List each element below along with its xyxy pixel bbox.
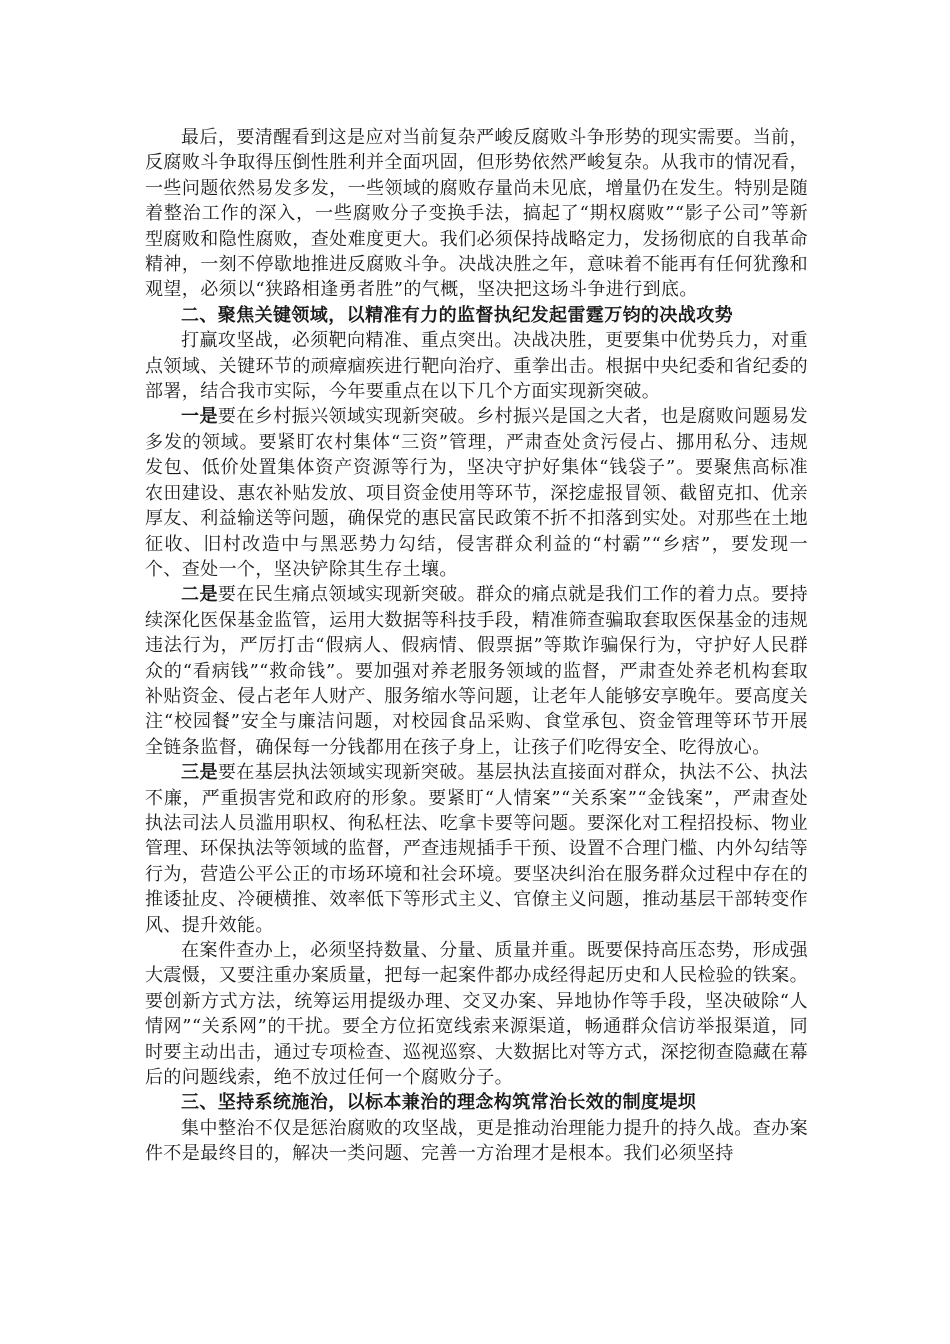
section-heading: 二、聚焦关键领域，以精准有力的监督执纪发起雷霆万钧的决战攻势 (181, 304, 733, 326)
lead-paragraph (145, 404, 808, 582)
lead-paragraph (145, 760, 808, 938)
lead-label: 一是 (181, 406, 218, 428)
lead-paragraph-text: 要在民生痛点领域实现新突破。群众的痛点就是我们工作的着力点。要持续深化医保基金监管，运用大数据等科技手段，精准筛查骗取套取医保基金的违规违法行为，严厉打击“假病人、假病情、假票据”等欺诈骗保行为，守护好人民群众的“看病钱”“救命钱”。要加强对养老服务领域的监督，严肃查处养老机构套取补贴资金、侵占老年人财产、服务缩水等问题，让老年人能够安享晚年。要高度关注“校园餐”安全与廉洁问题，对校园食品采购、食堂承包、资金管理等环节开展全链条监督，确保每一分钱都用在孩子身上，让孩子们吃得安全、吃得放心。 (145, 584, 808, 758)
lead-paragraph (145, 582, 808, 760)
body-paragraph: 打赢攻坚战，必须靶向精准、重点突出。决战决胜，更要集中优势兵力，对重点领域、关键环节的顽瘴痼疾进行靶向治疗、重拳出击。根据中央纪委和省纪委的部署，结合我市实际，今年要重点在以下几个方面实现新突破。 (145, 330, 808, 403)
section-heading: 三、坚持系统施治，以标本兼治的理念构筑常治长效的制度堤坝 (181, 1092, 697, 1114)
lead-paragraph-text: 要在乡村振兴领域实现新突破。乡村振兴是国之大者，也是腐败问题易发多发的领域。要紧盯农村集体“三资”管理，严肃查处贪污侵占、挪用私分、违规发包、低价处置集体资产资源等行为，坚决守护好集体“钱袋子”。要聚焦高标准农田建设、惠农补贴发放、项目资金使用等环节，深挖虚报冒领、截留克扣、优亲厚友、利益输送等问题，确保党的惠民富民政策不折不扣落到实处。对那些在土地征收、旧村改造中与黑恶势力勾结，侵害群众利益的“村霸”“乡痞”，要发现一个、查处一个，坚决铲除其生存土壤。 (145, 406, 808, 580)
document-page (145, 125, 808, 1167)
lead-label: 三是 (181, 762, 218, 784)
lead-paragraph-text: 要在基层执法领域实现新突破。基层执法直接面对群众，执法不公、执法不廉，严重损害党和政府的形象。要紧盯“人情案”“关系案”“金钱案”，严肃查处执法司法人员滥用职权、徇私枉法、吃拿卡要等问题。要深化对工程招投标、物业管理、环保执法等领域的监督，严查违规插手干预、设置不合理门槛、内外勾结等行为，营造公平公正的市场环境和社会环境。要坚决纠治在服务群众过程中存在的推诿扯皮、冷硬横推、效率低下等形式主义、官僚主义问题，推动基层干部转变作风、提升效能。 (145, 762, 808, 936)
lead-label: 二是 (181, 584, 218, 606)
body-paragraph: 在案件查办上，必须坚持数量、分量、质量并重。既要保持高压态势，形成强大震慑，又要注重办案质量，把每一起案件都办成经得起历史和人民检验的铁案。要创新方式方法，统筹运用提级办理、交叉办案、异地协作等手段，坚决破除“人情网”“关系网”的干扰。要全方位拓宽线索来源渠道，畅通群众信访举报渠道，同时要主动出击，通过专项检查、巡视巡察、大数据比对等方式，深挖彻查隐藏在幕后的问题线索，绝不放过任何一个腐败分子。 (145, 940, 808, 1089)
body-paragraph: 集中整治不仅是惩治腐败的攻坚战，更是推动治理能力提升的持久战。查办案件不是最终目的，解决一类问题、完善一方治理才是根本。我们必须坚持 (145, 1117, 808, 1165)
body-paragraph: 最后，要清醒看到这是应对当前复杂严峻反腐败斗争形势的现实需要。当前，反腐败斗争取得压倒性胜利并全面巩固，但形势依然严峻复杂。从我市的情况看，一些问题依然易发多发，一些领域的腐败存量尚未见底，增量仍在发生。特别是随着整治工作的深入，一些腐败分子变换手法，搞起了“期权腐败”“影子公司”等新型腐败和隐性腐败，查处难度更大。我们必须保持战略定力，发扬彻底的自我革命精神，一刻不停歇地推进反腐败斗争。决战决胜之年，意味着不能再有任何犹豫和观望，必须以“狭路相逢勇者胜”的气概，坚决把这场斗争进行到底。 (145, 127, 808, 301)
